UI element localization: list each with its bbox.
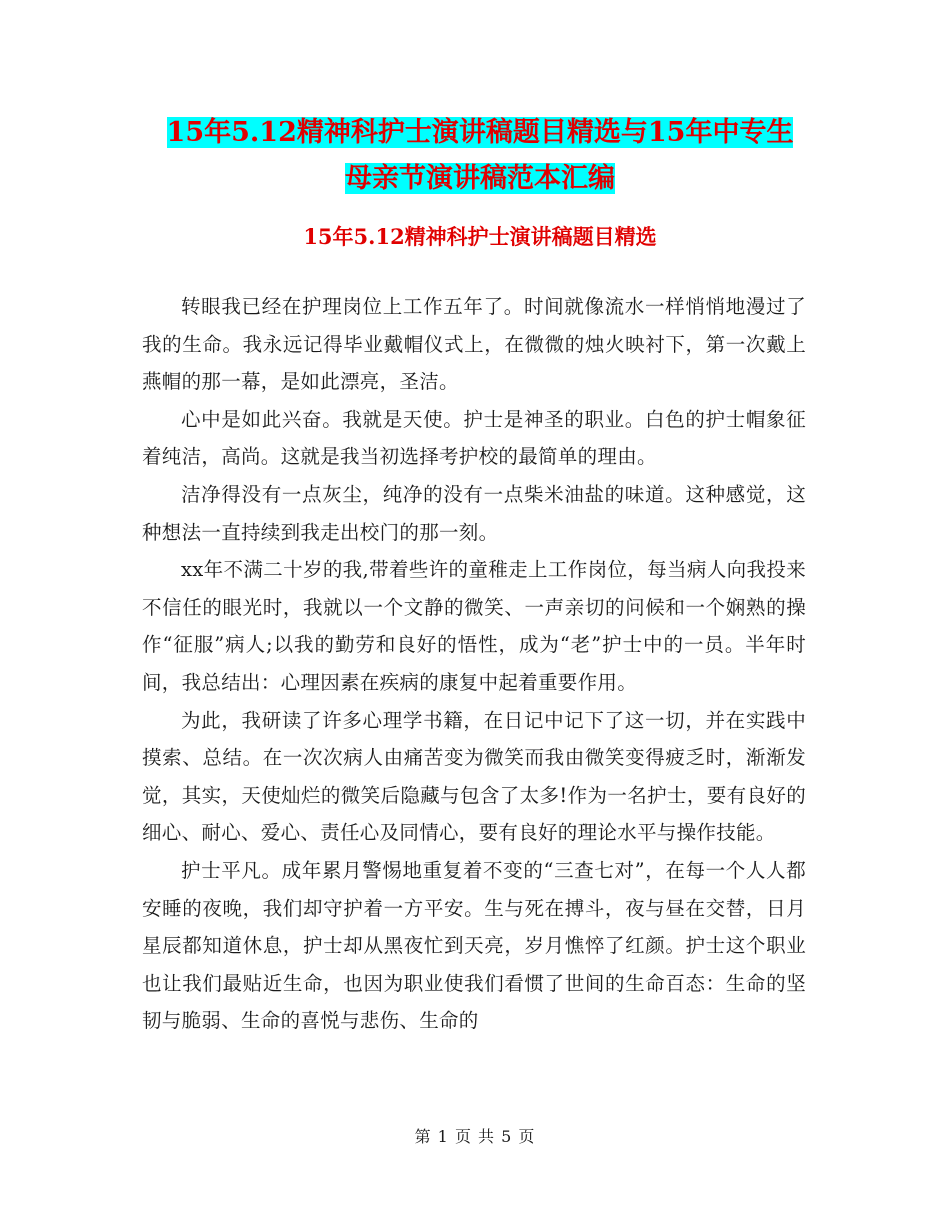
document-title: [140, 110, 820, 202]
document-title-line-1: 15年5.12精神科护士演讲稿题目精选与15年中专生: [166, 117, 794, 148]
section-title: 15年5.12精神科护士演讲稿题目精选: [303, 224, 657, 249]
document-title-line-2: 母亲节演讲稿范本汇编: [345, 163, 615, 194]
paragraph: 洁净得没有一点灰尘，纯净的没有一点柴米油盐的味道。这种感觉，这种想法一直持续到我走出校门的那一刻。: [142, 482, 806, 544]
paragraph: 转眼我已经在护理岗位上工作五年了。时间就像流水一样悄悄地漫过了我的生命。我永远记得毕业戴帽仪式上，在微微的烛火映衬下，第一次戴上燕帽的那一幕，是如此漂亮，圣洁。: [142, 295, 806, 394]
paragraph: xx年不满二十岁的我,带着些许的童稚走上工作岗位，每当病人向我投来不信任的眼光时，我就以一个文静的微笑、一声亲切的问候和一个娴熟的操作“征服”病人;以我的勤劳和良好的悟性，成为“老”护士中的一员。半年时间，我总结出：心理因素在疾病的康复中起着重要作用。: [142, 558, 806, 694]
page-footer: 第 1 页 共 5 页: [414, 1127, 536, 1146]
document-body: [142, 288, 806, 1040]
paragraph: 护士平凡。成年累月警惕地重复着不变的“三查七对”，在每一个人人都安睡的夜晚，我们却守护着一方平安。生与死在搏斗，夜与昼在交替，日月星辰都知道休息，护士却从黑夜忙到天亮，岁月憔悴了红颜。护士这个职业也让我们最贴近生命，也因为职业使我们看惯了世间的生命百态：生命的坚韧与脆弱、生命的喜悦与悲伤、生命的: [142, 858, 806, 1033]
paragraph: 为此，我研读了许多心理学书籍，在日记中记下了这一切，并在实践中摸索、总结。在一次次病人由痛苦变为微笑而我由微笑变得疲乏时，渐渐发觉，其实，天使灿烂的微笑后隐藏与包含了太多!作为一名护士，要有良好的细心、耐心、爱心、责任心及同情心，要有良好的理论水平与操作技能。: [142, 708, 806, 845]
paragraph: 心中是如此兴奋。我就是天使。护士是神圣的职业。白色的护士帽象征着纯洁，高尚。这就是我当初选择考护校的最简单的理由。: [142, 407, 806, 469]
